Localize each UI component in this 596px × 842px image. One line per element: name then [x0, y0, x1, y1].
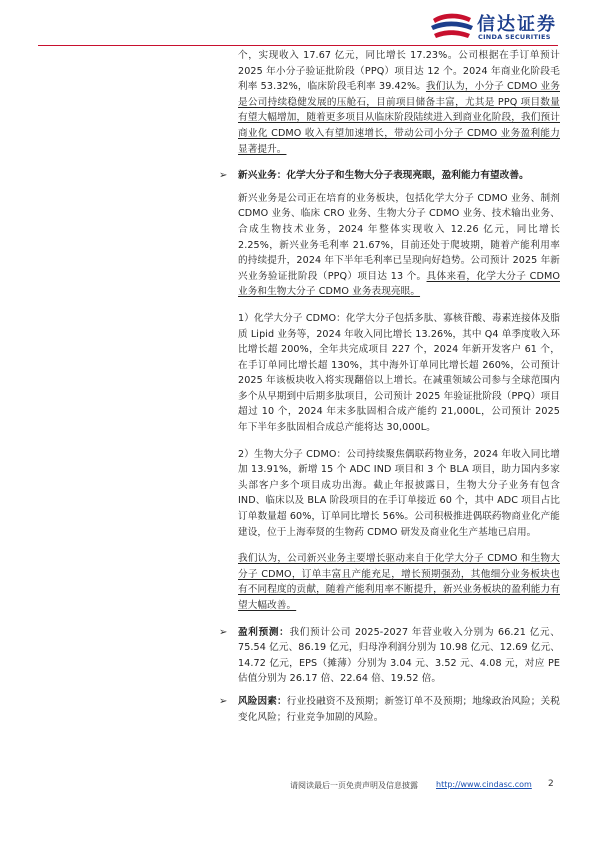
paragraph-small-molecule-cdmo — [38, 48, 560, 157]
emerging-business-heading: 新兴业务：化学大分子和生物大分子表现亮眼，盈利能力有望改善。 — [238, 170, 529, 182]
earnings-forecast-text: 我们预计公司 2025-2027 年营业收入分别为 66.21 亿元、75.54 亿元、86.19 亿元，归母净利润分别为 10.98 亿元、12.69 亿元、14.72 亿元，EPS（摊薄）分别为 3.04 元、3.52 元、4.08 元，对应 PE 估值分别为 26.17 倍、22.64 倍、19.52 倍。 — [238, 626, 560, 685]
emerging-business-text: 新兴业务是公司正在培育的业务板块，包括化学大分子 CDMO 业务、制剂 CDMO 业务、临床 CRO 业务、生物大分子 CDMO 业务、技术输出业务、合成生物技术业务，2024 年整体实现收入 12.26 亿元，同比增长 2.25%，新兴业务毛利率 21.67%，目前还处于爬坡期，随着产能利用率的持续提升，2024 年下半年毛利率已呈现向好趋势。公司预计 2025 年新兴业务验证批阶段（PPQ）项目达 13 个。 — [238, 192, 560, 282]
risk-factors-text: 行业投融资不及预期；新签订单不及预期；地缘政治风险；关税变化风险；行业竞争加剧的风险。 — [238, 695, 560, 723]
paragraph-emerging-business-view: 我们认为，公司新兴业务主要增长驱动来自于化学大分子 CDMO 和生物大分子 CDMO，订单丰富且产能充足，增长预期强劲，其他细分业务板块也有不同程度的贡献，随着产能利用率不断提升，新兴业务板块的盈利能力有望大幅改善。 — [238, 553, 560, 611]
risk-factors-label: 风险因素： — [238, 695, 287, 707]
paragraph-chemical-macromolecule: 1）化学大分子 CDMO：化学大分子包括多肽、寡核苷酸、毒素连接体及脂质 Lipid 业务等，2024 年收入同比增长 13.26%，其中 Q4 单季度收入环比增长超 200%，全年共完成项目 227 个，2024 年新开发客户 61 个，在手订单同比增长超 130%，其中海外订单同比增长超 260%，公司预计 2025 年该板块收入将实现翻倍以上增长。在减重领域公司参与全球范围内多个从早期到中后期多肽项目，公司预计 2025 年验证批阶段（PPQ）项目超过 10 个，2024 年末多肽固相合成产能约 21,000L，公司预计 2025 年下半年多肽固相合成总产能将达 30,000L。 — [238, 312, 560, 434]
page-number: 2 — [548, 779, 554, 789]
logo-company-name-en: CINDA SECURITIES — [478, 33, 551, 41]
small-molecule-view-text: 我们认为，小分子 CDMO 业务是公司持续稳健发展的压舱石，目前项目储备丰富，尤其是 PPQ 项目数量有望大幅增加，随着更多项目从临床阶段陆续进入到商业化阶段，我们预计商业化 CDMO 收入有望加速增长，带动公司小分子 CDMO 业务盈利能力显著提升。 — [238, 81, 560, 155]
bullet-risk-factors — [38, 694, 560, 725]
bullet-earnings-forecast — [38, 625, 560, 687]
logo-company-name-cn: 信达证券 — [477, 14, 557, 35]
cinda-logo-icon — [429, 9, 475, 45]
footer-website-link[interactable]: http://www.cindasc.com — [436, 780, 532, 789]
small-molecule-stats-text: 个，实现收入 17.67 亿元，同比增长 17.23%。公司根据在手订单预计 2025 年小分子验证批阶段（PPQ）项目达 12 个。2024 年商业化阶段毛利率 53.32%，临床阶段毛利率 39.42%。 — [238, 50, 560, 93]
earnings-forecast-label: 盈利预测： — [238, 626, 290, 638]
emerging-business-highlight-text: 具体来看，化学大分子 CDMO 业务和生物大分子 CDMO 业务表现亮眼。 — [238, 270, 560, 298]
footer-disclaimer: 请阅读最后一页免责声明及信息披露 — [290, 781, 418, 790]
paragraph-emerging-business — [38, 191, 560, 300]
header-divider — [38, 45, 558, 46]
bullet-emerging-business-heading — [38, 168, 560, 184]
report-body — [38, 48, 560, 725]
paragraph-biologic-macromolecule: 2）生物大分子 CDMO：公司持续聚焦偶联药物业务，2024 年收入同比增加 13.91%，新增 15 个 ADC IND 项目和 3 个 BLA 项目，助力国内多家头部客户多个项目成功出海。截止年报披露日，生物大分子业务有包含 IND、临床以及 BLA 阶段项目的在手订单接近 60 个，其中 ADC 项目占比订单数量超 60%，订单同比增长 56%。公司积极推进偶联药物商业化产能建设，位于上海奉贤的生物药 CDMO 研发及商业化生产基地已启用。 — [238, 448, 560, 538]
company-logo — [429, 9, 579, 45]
